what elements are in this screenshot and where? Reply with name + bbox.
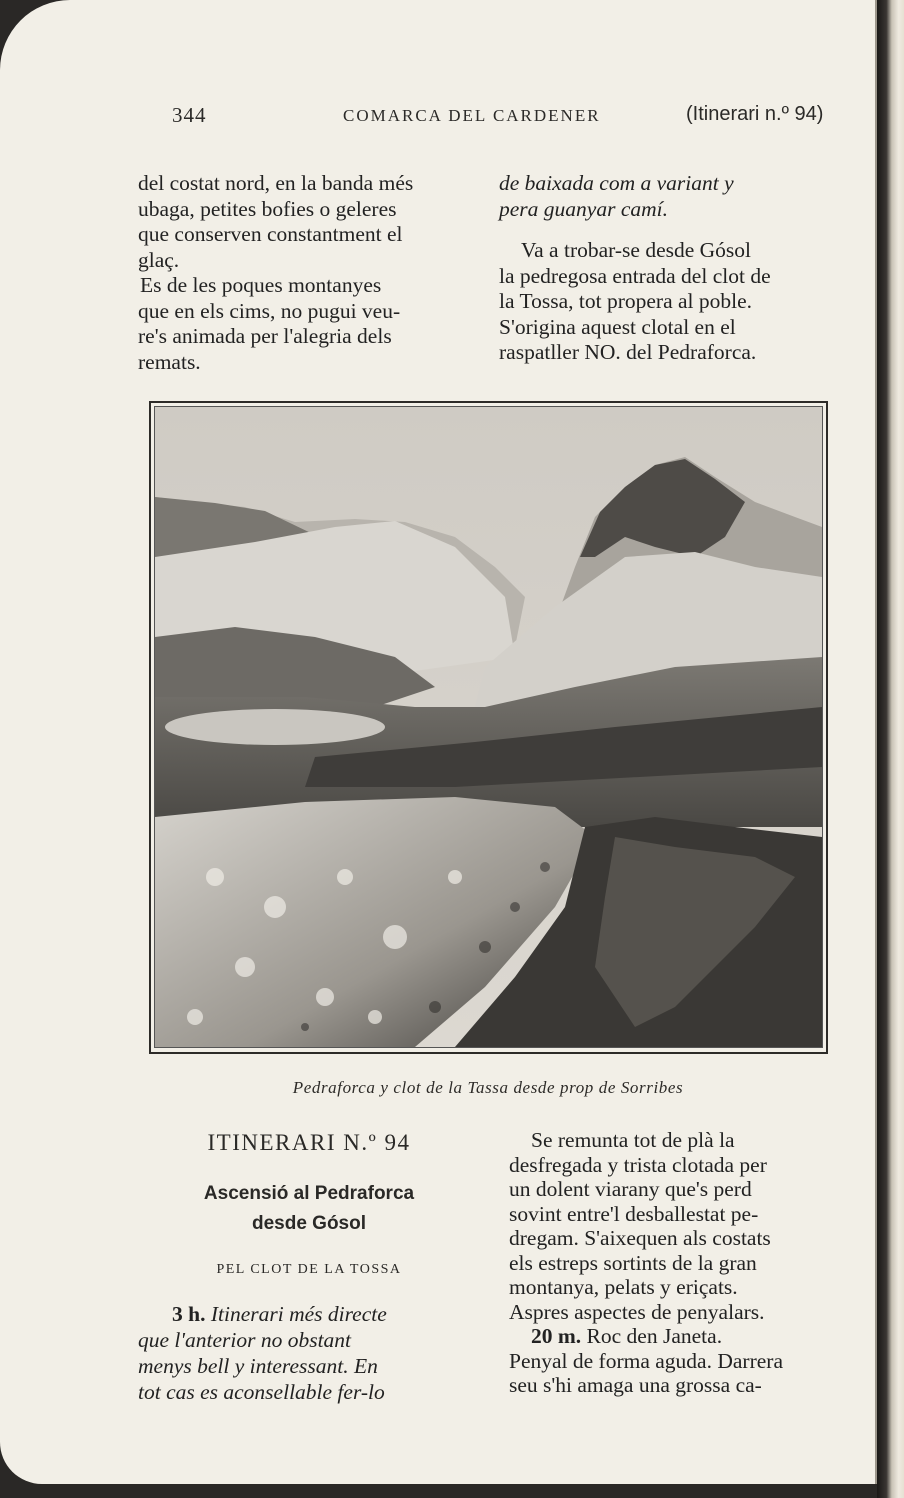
mountain-photograph — [154, 406, 823, 1048]
italic-line: de baixada com a variant y — [499, 171, 734, 195]
itinerary-subtitle — [140, 1179, 478, 1239]
subtitle-line: Ascensió al Pedraforca — [203, 1183, 415, 1204]
subtitle-line: desde Gósol — [251, 1213, 367, 1234]
text-line: S'origina aquest clotal en el — [499, 314, 736, 339]
bottom-left-column — [138, 1301, 474, 1405]
text-line: remats. — [138, 349, 201, 374]
itinerary-reference: (Itinerari n.º 94) — [686, 103, 824, 125]
text-line: que conserven constantment el — [138, 222, 403, 246]
italic-line: menys bell y interessant. En — [138, 1354, 378, 1378]
book-gutter — [877, 0, 904, 1498]
text-line: Aspres aspectes de penyalars. — [509, 1299, 765, 1324]
text-line: dregam. S'aixequen als costats — [509, 1226, 771, 1250]
text-line: raspatller NO. del Pedraforca. — [499, 340, 757, 364]
bottom-right-column — [509, 1128, 834, 1398]
text-line: Va a trobar-se desde Gósol — [521, 238, 752, 262]
top-right-column — [499, 171, 823, 366]
italic-line: que l'anterior no obstant — [138, 1328, 352, 1352]
text-line: ubaga, petites bofies o geleres — [138, 196, 397, 221]
text-line: re's animada per l'alegria dels — [138, 324, 392, 348]
itinerary-title: ITINERARI N.º 94 — [207, 1130, 411, 1155]
text-line: del costat nord, en la banda més — [138, 171, 414, 195]
text-line: que en els cims, no pugui veu- — [138, 298, 401, 323]
text-line: Se remunta tot de plà la — [531, 1128, 735, 1152]
text-line: un dolent viarany que's perd — [509, 1177, 752, 1201]
time-label: 3 h. — [172, 1302, 206, 1326]
text-line: montanya, pelats y eriçats. — [509, 1275, 738, 1299]
text-line: Penyal de forma aguda. Darrera — [509, 1348, 783, 1373]
text-line: Es de les poques montanyes — [140, 273, 382, 297]
text-line: seu s'hi amaga una grossa ca- — [509, 1373, 762, 1397]
italic-line: Itinerari més directe — [210, 1302, 387, 1326]
photo-caption: Pedraforca y clot de la Tassa desde prop de Sorribes — [292, 1078, 684, 1097]
itinerary-route: PEL CLOT DE LA TOSSA — [216, 1262, 402, 1277]
italic-line: pera guanyar camí. — [499, 196, 668, 221]
top-left-column — [138, 171, 466, 375]
text-line: els estreps sortints de la gran — [509, 1250, 757, 1275]
text-line: la Tossa, tot propera al poble. — [499, 289, 753, 313]
time-label: 20 m. — [531, 1324, 582, 1348]
text-line: desfregada y trista clotada per — [509, 1152, 767, 1177]
text-line: sovint entre'l desballestat pe- — [509, 1201, 759, 1226]
text-line: Roc den Janeta. — [586, 1324, 723, 1348]
text-line: la pedregosa entrada del clot de — [499, 263, 771, 288]
italic-line: tot cas es aconsellable fer-lo — [138, 1380, 385, 1404]
running-title: COMARCA DEL CARDENER — [343, 106, 601, 125]
text-line: glaç. — [138, 247, 180, 272]
page-number: 344 — [172, 103, 207, 127]
